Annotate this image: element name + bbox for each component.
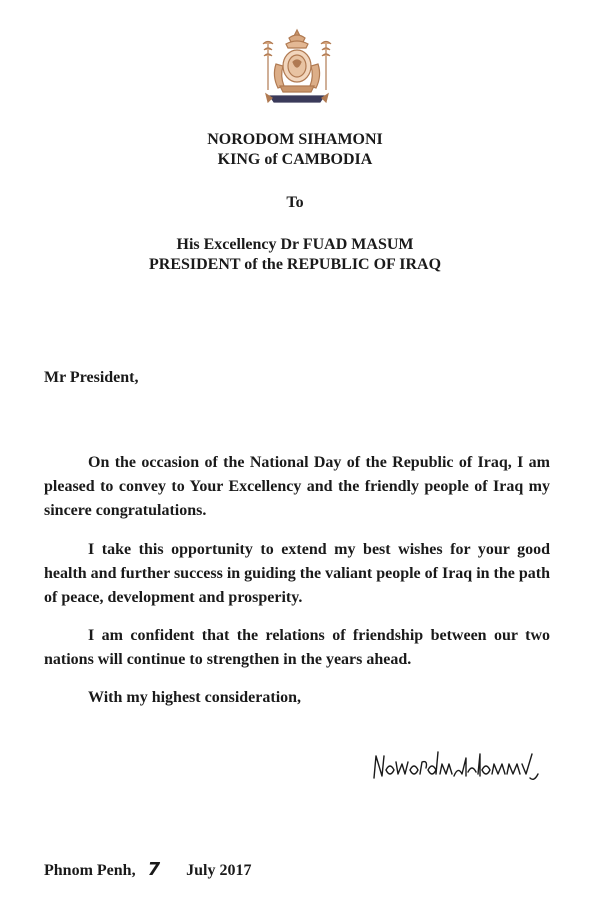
month-year: July 2017 xyxy=(186,862,252,879)
place: Phnom Penh, xyxy=(44,862,136,879)
recipient-title: PRESIDENT of the REPUBLIC OF IRAQ xyxy=(148,256,442,273)
recipient-name: His Excellency Dr FUAD MASUM xyxy=(176,236,414,253)
body-paragraph: On the occasion of the National Day of the Republic of Iraq, I am pleased to convey to Your Excellency and the friendly people of Iraq my sincere congratulations. xyxy=(44,454,550,519)
salutation: Mr President, xyxy=(44,369,139,386)
handwritten-signature-icon xyxy=(370,748,542,784)
closing: With my highest consideration, xyxy=(88,689,302,706)
sender-name: NORODOM SIHAMONI xyxy=(207,131,383,148)
handwritten-day: 7 xyxy=(147,859,161,880)
body-paragraph: I take this opportunity to extend my best wishes for your good health and further success in guiding the valiant people of Iraq in the path of peace, development and prosperity. xyxy=(44,541,550,606)
sender-title: KING of CAMBODIA xyxy=(217,151,373,168)
to-label: To xyxy=(286,194,304,211)
body-paragraph: I am confident that the relations of friendship between our two nations will continue to strengthen in the years ahead. xyxy=(44,627,550,668)
dateline xyxy=(44,860,251,881)
royal-crest-icon xyxy=(258,28,336,110)
